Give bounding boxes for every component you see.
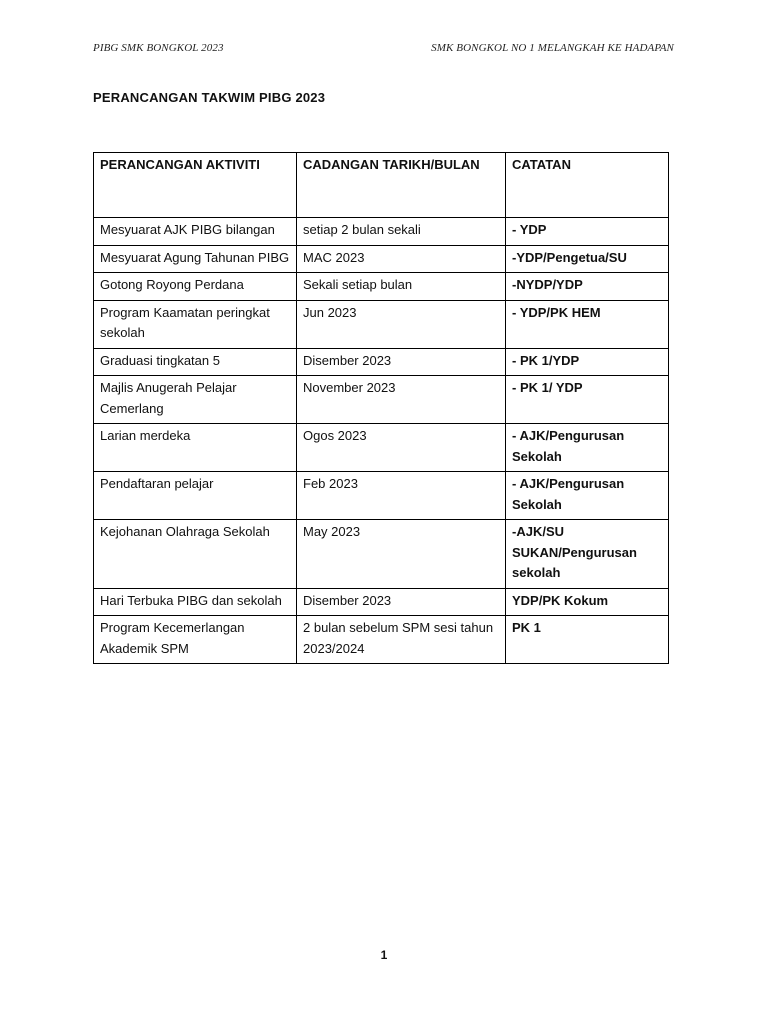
calendar-table	[93, 152, 669, 664]
activity-cell: Gotong Royong Perdana	[94, 273, 297, 301]
date-cell: Disember 2023	[297, 588, 506, 616]
note-cell: - PK 1/ YDP	[506, 376, 669, 424]
table-row	[94, 616, 669, 664]
activity-cell: Graduasi tingkatan 5	[94, 348, 297, 376]
date-cell: Jun 2023	[297, 300, 506, 348]
date-cell: Disember 2023	[297, 348, 506, 376]
table-row	[94, 273, 669, 301]
date-cell: setiap 2 bulan sekali	[297, 218, 506, 246]
note-cell: -YDP/Pengetua/SU	[506, 245, 669, 273]
date-cell: May 2023	[297, 520, 506, 589]
activity-cell: Pendaftaran pelajar	[94, 472, 297, 520]
table-row	[94, 300, 669, 348]
date-cell: Ogos 2023	[297, 424, 506, 472]
activity-cell: Mesyuarat AJK PIBG bilangan	[94, 218, 297, 246]
date-cell: Feb 2023	[297, 472, 506, 520]
date-cell: 2 bulan sebelum SPM sesi tahun 2023/2024	[297, 616, 506, 664]
note-cell: YDP/PK Kokum	[506, 588, 669, 616]
note-cell: -NYDP/YDP	[506, 273, 669, 301]
activity-cell: Mesyuarat Agung Tahunan PIBG	[94, 245, 297, 273]
table-row	[94, 588, 669, 616]
date-cell: Sekali setiap bulan	[297, 273, 506, 301]
note-cell: - YDP/PK HEM	[506, 300, 669, 348]
note-cell: - YDP	[506, 218, 669, 246]
note-cell: PK 1	[506, 616, 669, 664]
header-right: SMK BONGKOL NO 1 MELANGKAH KE HADAPAN	[431, 42, 674, 54]
table-header-row	[94, 153, 669, 218]
note-cell: - AJK/Pengurusan Sekolah	[506, 424, 669, 472]
table-row	[94, 218, 669, 246]
activity-cell: Larian merdeka	[94, 424, 297, 472]
table-row	[94, 472, 669, 520]
column-header-note: CATATAN	[506, 153, 669, 218]
column-header-date: CADANGAN TARIKH/BULAN	[297, 153, 506, 218]
activity-cell: Program Kecemerlangan Akademik SPM	[94, 616, 297, 664]
note-cell: - PK 1/YDP	[506, 348, 669, 376]
activity-cell: Hari Terbuka PIBG dan sekolah	[94, 588, 297, 616]
table-row	[94, 376, 669, 424]
note-cell: - AJK/Pengurusan Sekolah	[506, 472, 669, 520]
date-cell: MAC 2023	[297, 245, 506, 273]
note-cell: -AJK/SU SUKAN/Pengurusan sekolah	[506, 520, 669, 589]
column-header-activity: PERANCANGAN AKTIVITI	[94, 153, 297, 218]
table-row	[94, 424, 669, 472]
document-title: PERANCANGAN TAKWIM PIBG 2023	[93, 90, 326, 105]
activity-cell: Majlis Anugerah Pelajar Cemerlang	[94, 376, 297, 424]
activity-cell: Kejohanan Olahraga Sekolah	[94, 520, 297, 589]
table-row	[94, 520, 669, 589]
date-cell: November 2023	[297, 376, 506, 424]
table-row	[94, 348, 669, 376]
table-row	[94, 245, 669, 273]
activity-cell: Program Kaamatan peringkat sekolah	[94, 300, 297, 348]
header-left: PIBG SMK BONGKOL 2023	[93, 42, 224, 54]
page-number: 1	[380, 948, 388, 962]
